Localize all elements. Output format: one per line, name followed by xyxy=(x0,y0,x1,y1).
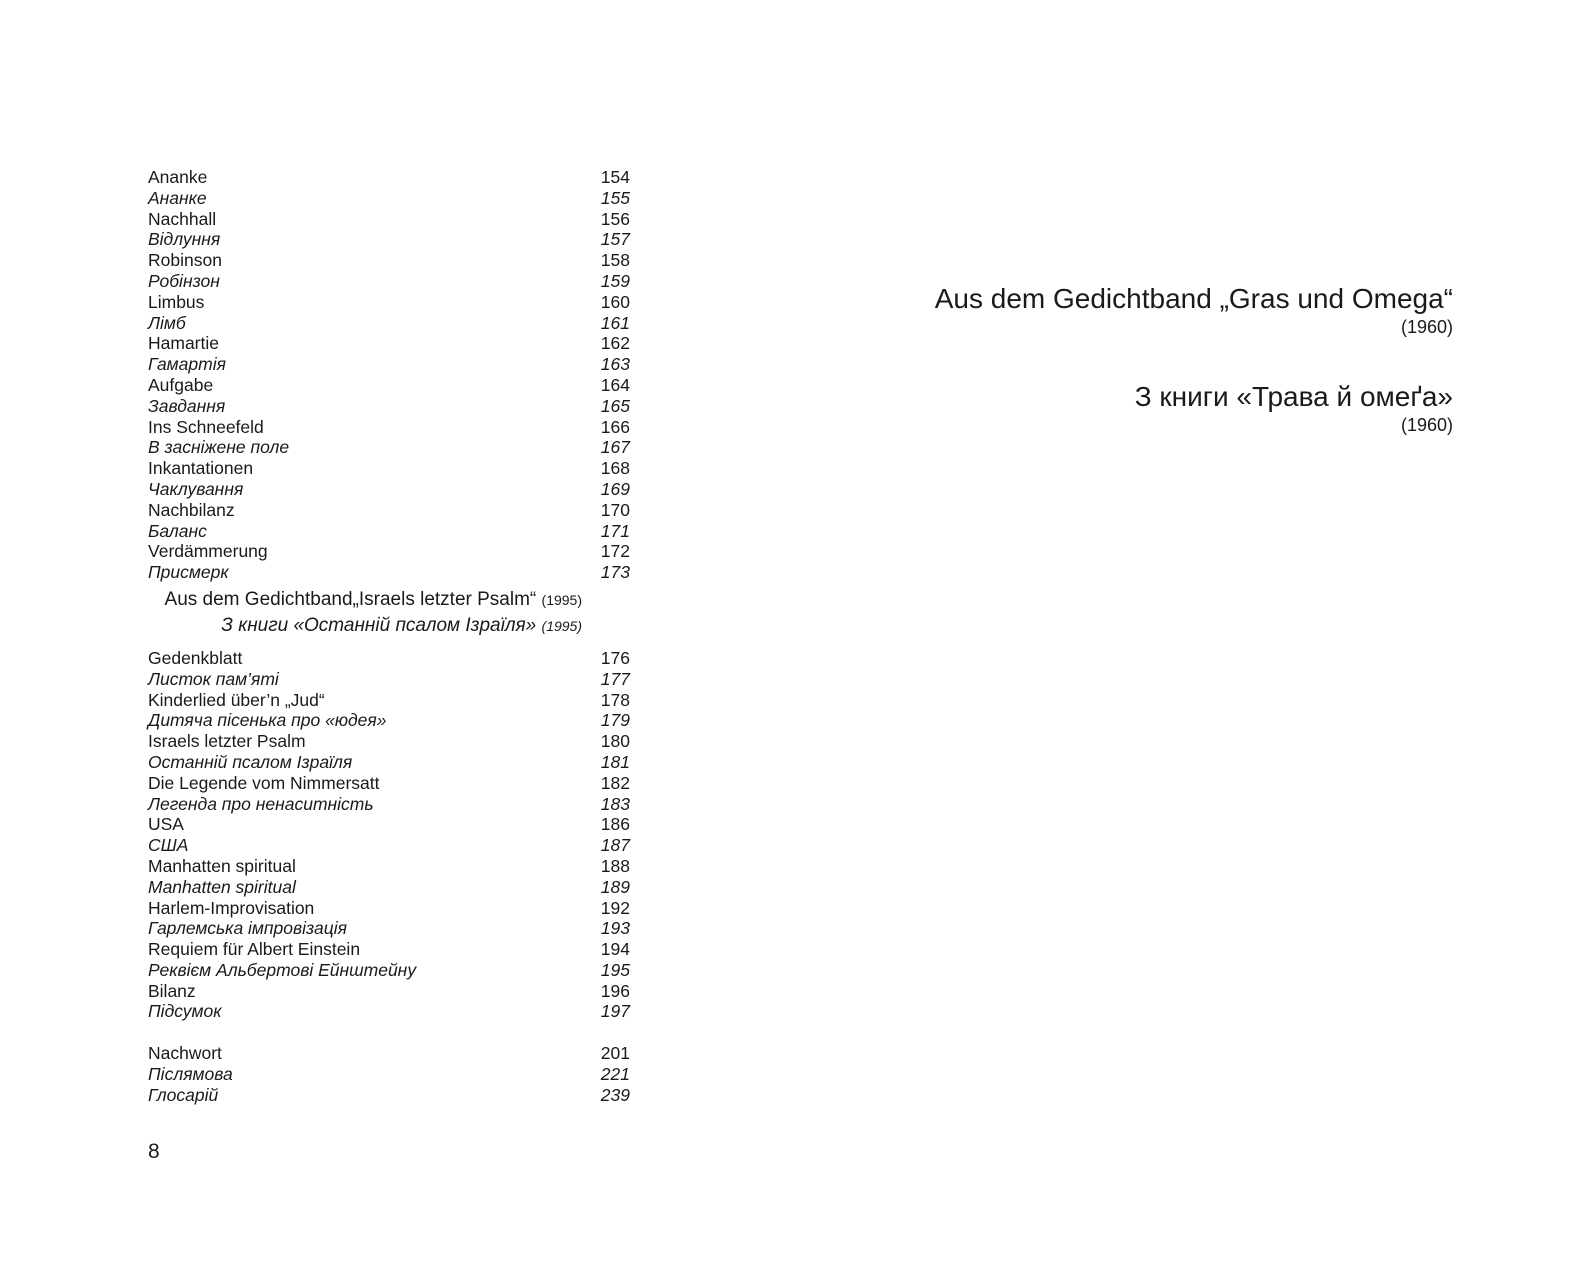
toc-entry xyxy=(148,313,630,334)
toc-entry-page: 154 xyxy=(600,167,630,187)
section-title-block xyxy=(753,282,1453,436)
toc-entry-page: 179 xyxy=(600,710,630,731)
toc-entry-title: Листок пам’яті xyxy=(148,668,279,689)
toc-entry xyxy=(148,648,630,669)
toc-entry xyxy=(148,856,630,877)
toc-entry xyxy=(148,354,630,375)
toc-entry-title: Останній псалом Ізраїля xyxy=(148,751,353,772)
toc-entry xyxy=(148,458,630,479)
section-year-de: (1960) xyxy=(1400,317,1453,337)
toc-entry-title: Kinderlied über’n „Jud“ xyxy=(148,689,325,710)
toc-entry-page: 192 xyxy=(600,897,630,918)
toc-entry-page: 167 xyxy=(600,437,630,458)
toc-entry xyxy=(148,167,630,188)
toc-entry-title: Лімб xyxy=(148,312,186,333)
toc-entry-page: 176 xyxy=(600,647,630,668)
toc-entry xyxy=(148,877,630,898)
toc-entry xyxy=(148,669,630,690)
toc-group-1 xyxy=(148,167,630,583)
toc-entry-title: Ins Schneefeld xyxy=(148,416,264,437)
toc-section-year-ua: (1995) xyxy=(541,617,582,634)
toc-entry-title: Гамартія xyxy=(148,354,226,375)
section-year-ua: (1960) xyxy=(1400,415,1453,435)
toc-entry-title: Завдання xyxy=(148,395,226,416)
toc-entry-title: Robinson xyxy=(148,250,222,271)
toc-entry-title: Israels letzter Psalm xyxy=(148,731,306,752)
toc-entry xyxy=(148,773,630,794)
toc-entry-page: 165 xyxy=(600,395,630,416)
table-of-contents xyxy=(148,167,630,1105)
toc-entry xyxy=(148,479,630,500)
toc-entry-page: 170 xyxy=(600,499,630,520)
toc-entry-title: Requiem für Albert Einstein xyxy=(148,939,361,960)
toc-entry-title: Harlem-Improvisation xyxy=(148,897,315,918)
toc-entry xyxy=(148,814,630,835)
toc-entry xyxy=(148,939,630,960)
toc-entry xyxy=(148,898,630,919)
toc-entry-title: Nachbilanz xyxy=(148,499,235,520)
toc-entry xyxy=(148,521,630,542)
toc-entry-title: Робінзон xyxy=(148,270,220,291)
toc-group-3 xyxy=(148,1043,630,1105)
toc-entry-page: 196 xyxy=(600,980,630,1001)
toc-entry-title: Inkantationen xyxy=(148,458,254,479)
toc-entry-title: Ананке xyxy=(148,187,207,208)
toc-entry-page: 161 xyxy=(600,312,630,333)
toc-entry xyxy=(148,690,630,711)
toc-entry-page: 171 xyxy=(600,520,630,541)
toc-entry-page: 239 xyxy=(600,1084,630,1105)
page-number: 8 xyxy=(148,1140,160,1163)
toc-entry-page: 155 xyxy=(600,187,630,208)
toc-entry-page: 194 xyxy=(600,939,630,960)
toc-entry xyxy=(148,710,630,731)
toc-entry xyxy=(148,752,630,773)
toc-entry-title: Реквієм Альбертові Ейнштейну xyxy=(148,959,417,980)
toc-entry-page: 195 xyxy=(600,959,630,980)
toc-entry xyxy=(148,1043,630,1064)
toc-entry-page: 201 xyxy=(600,1043,630,1064)
toc-entry-page: 182 xyxy=(600,772,630,793)
toc-entry-title: Gedenkblatt xyxy=(148,647,243,668)
toc-entry xyxy=(148,1001,630,1022)
toc-section-heading-ua xyxy=(148,613,582,639)
toc-entry-title: Дитяча пісенька про «юдея» xyxy=(148,710,387,731)
toc-entry-page: 178 xyxy=(600,689,630,710)
toc-entry-page: 186 xyxy=(600,814,630,835)
toc-entry-page: 173 xyxy=(600,562,630,583)
toc-entry-page: 158 xyxy=(600,250,630,271)
toc-entry xyxy=(148,981,630,1002)
toc-entry-title: Гарлемська імпровізація xyxy=(148,918,347,939)
toc-section-title-de: Aus dem Gedichtband„Israels letzter Psalm“ xyxy=(164,588,537,610)
toc-entry-title: Limbus xyxy=(148,291,205,312)
toc-entry-page: 188 xyxy=(600,855,630,876)
toc-entry xyxy=(148,417,630,438)
toc-entry xyxy=(148,541,630,562)
toc-entry xyxy=(148,396,630,417)
toc-section-heading-de xyxy=(148,587,582,613)
section-title-ua: З книги «Трава й омеґа» xyxy=(1134,381,1453,412)
toc-entry xyxy=(148,1085,630,1106)
toc-entry xyxy=(148,333,630,354)
toc-entry-title: Присмерк xyxy=(148,562,229,583)
toc-entry-title: Verdämmerung xyxy=(148,541,268,562)
toc-entry-page: 172 xyxy=(600,541,630,562)
toc-section-title-ua: З книги «Останній псалом Ізраїля» xyxy=(221,614,537,636)
toc-entry xyxy=(148,209,630,230)
toc-entry-page: 159 xyxy=(600,270,630,291)
toc-entry-page: 193 xyxy=(600,918,630,939)
toc-entry-page: 168 xyxy=(600,458,630,479)
toc-entry-page: 189 xyxy=(600,876,630,897)
toc-entry xyxy=(148,229,630,250)
toc-entry-title: Nachhall xyxy=(148,208,217,229)
toc-entry-title: USA xyxy=(148,814,184,835)
toc-entry xyxy=(148,731,630,752)
toc-entry-title: Підсумок xyxy=(148,1001,222,1022)
toc-entry-title: Баланс xyxy=(148,520,207,541)
toc-entry xyxy=(148,292,630,313)
toc-entry-title: Aufgabe xyxy=(148,374,214,395)
toc-entry-page: 160 xyxy=(600,291,630,312)
toc-entry xyxy=(148,188,630,209)
toc-entry-title: Manhatten spiritual xyxy=(148,855,296,876)
toc-entry-page: 221 xyxy=(600,1063,630,1084)
toc-entry-title: Глосарій xyxy=(148,1084,219,1105)
toc-group-2 xyxy=(148,648,630,1022)
toc-entry xyxy=(148,271,630,292)
toc-entry-page: 197 xyxy=(600,1001,630,1022)
toc-entry xyxy=(148,918,630,939)
toc-entry-title: Післямова xyxy=(148,1063,233,1084)
toc-entry xyxy=(148,794,630,815)
toc-entry xyxy=(148,1064,630,1085)
toc-entry xyxy=(148,250,630,271)
toc-entry-title: США xyxy=(148,835,189,856)
toc-entry-title: Nachwort xyxy=(148,1043,222,1064)
toc-entry-page: 166 xyxy=(600,416,630,437)
toc-entry-page: 156 xyxy=(600,208,630,229)
toc-entry-title: Die Legende vom Nimmersatt xyxy=(148,772,380,793)
toc-entry-title: Manhatten spiritual xyxy=(148,876,296,897)
toc-entry-page: 180 xyxy=(600,731,630,752)
toc-entry xyxy=(148,562,630,583)
toc-entry-page: 169 xyxy=(600,478,630,499)
toc-entry-title: Легенда про ненаситність xyxy=(148,793,374,814)
toc-spacer xyxy=(148,1022,630,1043)
toc-entry-page: 177 xyxy=(600,668,630,689)
toc-entry xyxy=(148,437,630,458)
toc-entry-title: Hamartie xyxy=(148,333,219,354)
toc-entry-page: 181 xyxy=(600,751,630,772)
toc-entry-page: 163 xyxy=(600,354,630,375)
toc-entry xyxy=(148,500,630,521)
toc-entry-title: В засніжене поле xyxy=(148,437,290,458)
toc-entry-page: 157 xyxy=(600,229,630,250)
toc-entry xyxy=(148,835,630,856)
toc-entry-page: 162 xyxy=(600,333,630,354)
toc-section-year-de: (1995) xyxy=(541,591,582,608)
section-title-de: Aus dem Gedichtband „Gras und Omega“ xyxy=(934,283,1453,314)
toc-entry xyxy=(148,960,630,981)
toc-entry xyxy=(148,375,630,396)
toc-entry-title: Чаклування xyxy=(148,478,244,499)
toc-entry-page: 187 xyxy=(600,835,630,856)
toc-entry-title: Bilanz xyxy=(148,980,196,1001)
toc-entry-page: 183 xyxy=(600,793,630,814)
toc-entry-page: 164 xyxy=(600,374,630,395)
toc-entry-title: Відлуння xyxy=(148,229,221,250)
toc-entry-title: Ananke xyxy=(148,167,208,187)
